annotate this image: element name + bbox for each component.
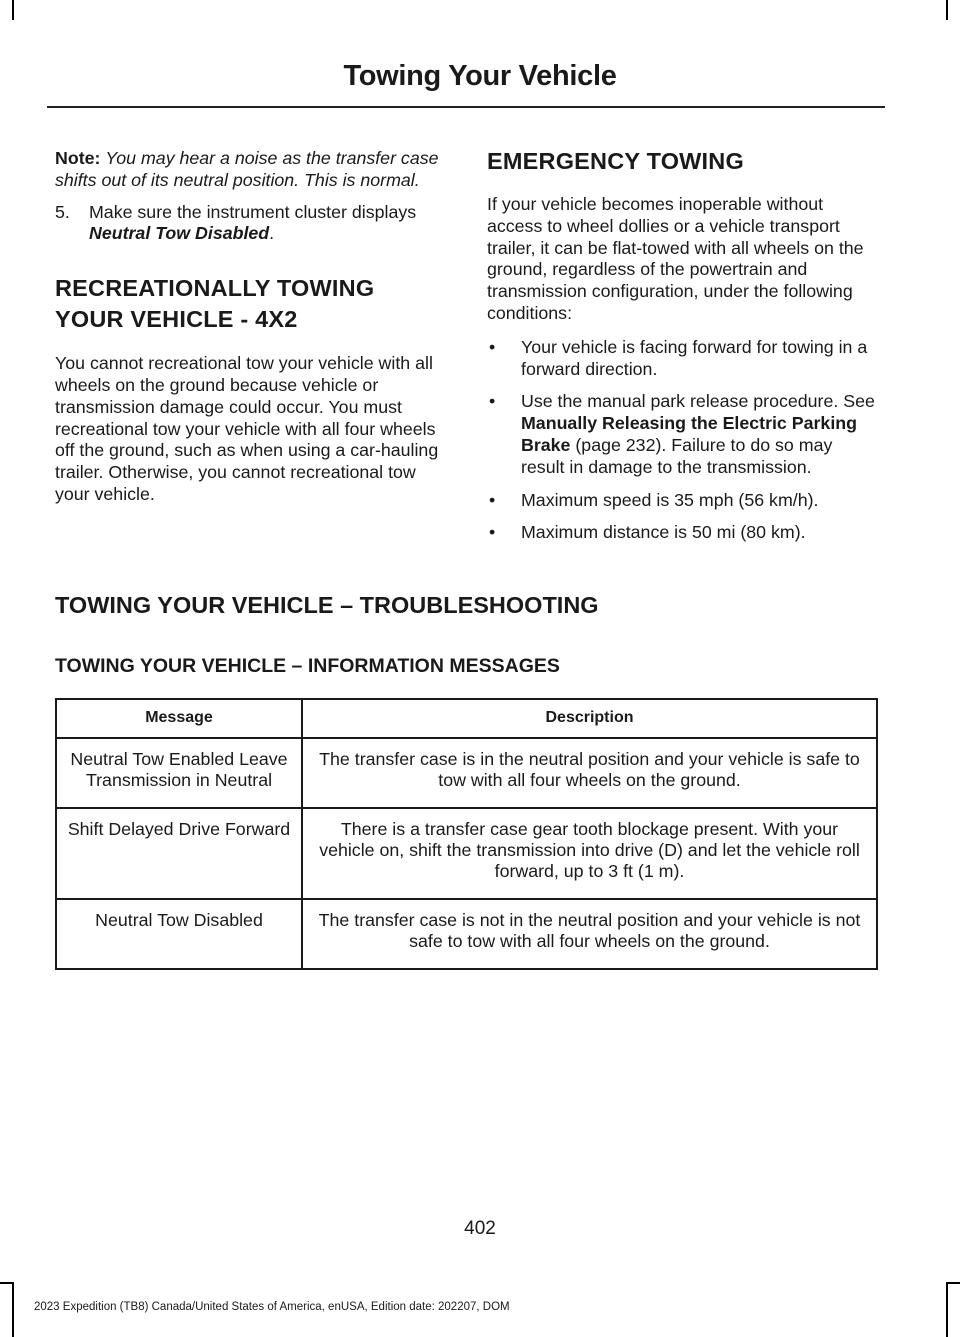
step-end: . [269, 223, 275, 244]
note-label: Note: [55, 148, 101, 168]
column-header-message: Message [56, 699, 302, 738]
description-cell: The transfer case is not in the neutral position and your vehicle is not safe to tow with all four wheels on the ground. [302, 899, 877, 969]
recreational-towing-paragraph: You cannot recreational tow your vehicle with all wheels on the ground because vehicle or transmission damage could occur. You must recreational tow your vehicle with all four wheels off the ground, such as when using a car-hauling trailer. Otherwise, you cannot recreational tow your vehicle. [55, 353, 439, 504]
emergency-towing-heading: EMERGENCY TOWING [487, 148, 744, 174]
table-row [56, 899, 877, 969]
recreational-towing-heading [55, 273, 447, 335]
header-divider [47, 106, 885, 108]
conditions-list [487, 337, 879, 544]
description-cell: There is a transfer case gear tooth blockage present. With your vehicle on, shift the transmission into drive (D) and let the vehicle roll forward, up to 3 ft (1 m). [302, 808, 877, 899]
list-item-text: Maximum speed is 35 mph (56 km/h). [521, 489, 819, 510]
information-messages-table [55, 698, 878, 970]
list-item-text: Maximum distance is 50 mi (80 km). [521, 522, 806, 543]
message-cell: Shift Delayed Drive Forward [56, 808, 302, 899]
bullet-icon: • [489, 489, 496, 510]
list-item-text: Use the manual park release procedure. See [521, 391, 875, 412]
page-title: Towing Your Vehicle [343, 60, 617, 92]
crop-mark-bottom-right [946, 1282, 948, 1337]
step-5 [55, 202, 447, 246]
bullet-icon: • [489, 522, 496, 543]
message-cell: Neutral Tow Enabled Leave Transmission in Neutral [56, 738, 302, 808]
note-text: You may hear a noise as the transfer case shifts out of its neutral position. This is normal. [55, 148, 439, 190]
step-text: Make sure the instrument cluster displays [89, 201, 417, 222]
cross-reference-link[interactable]: Manually Releasing the Electric Parking Brake [521, 413, 857, 455]
edition-footer: 2023 Expedition (TB8) Canada/United States of America, enUSA, Edition date: 202207, DOM [34, 1301, 510, 1313]
crop-mark-bottom-left [12, 1282, 14, 1337]
table-header-row [56, 699, 877, 738]
page-number: 402 [464, 1218, 496, 1239]
list-item-text: Your vehicle is facing forward for towing in a forward direction. [521, 336, 868, 379]
right-column [487, 148, 879, 555]
list-item [487, 337, 879, 381]
information-messages-heading: TOWING YOUR VEHICLE – INFORMATION MESSAGES [55, 655, 560, 677]
bullet-icon: • [489, 336, 496, 357]
list-item-text-after: (page 232). Failure to do so may result in damage to the transmission. [521, 434, 833, 477]
message-cell: Neutral Tow Disabled [56, 899, 302, 969]
bullet-icon: • [489, 391, 496, 412]
crop-mark-top-left [12, 0, 14, 20]
left-column [55, 148, 447, 506]
heading-line-2: YOUR VEHICLE - 4X2 [55, 306, 298, 333]
list-item [487, 522, 879, 544]
table-row [56, 808, 877, 899]
list-item [487, 490, 879, 512]
table-row [56, 738, 877, 808]
step-number: 5. [55, 201, 70, 222]
heading-line-1: RECREATIONALLY TOWING [55, 275, 375, 302]
list-item [487, 391, 879, 478]
step-emphasis: Neutral Tow Disabled [89, 223, 270, 244]
crop-mark-bottom-left-h [0, 1282, 14, 1284]
column-header-description: Description [302, 699, 877, 738]
description-cell: The transfer case is in the neutral position and your vehicle is safe to tow with all four wheels on the ground. [302, 738, 877, 808]
crop-mark-top-right [946, 0, 948, 20]
emergency-towing-paragraph: If your vehicle becomes inoperable without access to wheel dollies or a vehicle transport trailer, it can be flat-towed with all wheels on the ground, regardless of the powertrain and transmission configuration, under the following conditions: [487, 194, 864, 323]
crop-mark-bottom-right-h [946, 1282, 960, 1284]
note-paragraph [55, 148, 447, 192]
troubleshooting-heading: TOWING YOUR VEHICLE – TROUBLESHOOTING [55, 592, 599, 618]
